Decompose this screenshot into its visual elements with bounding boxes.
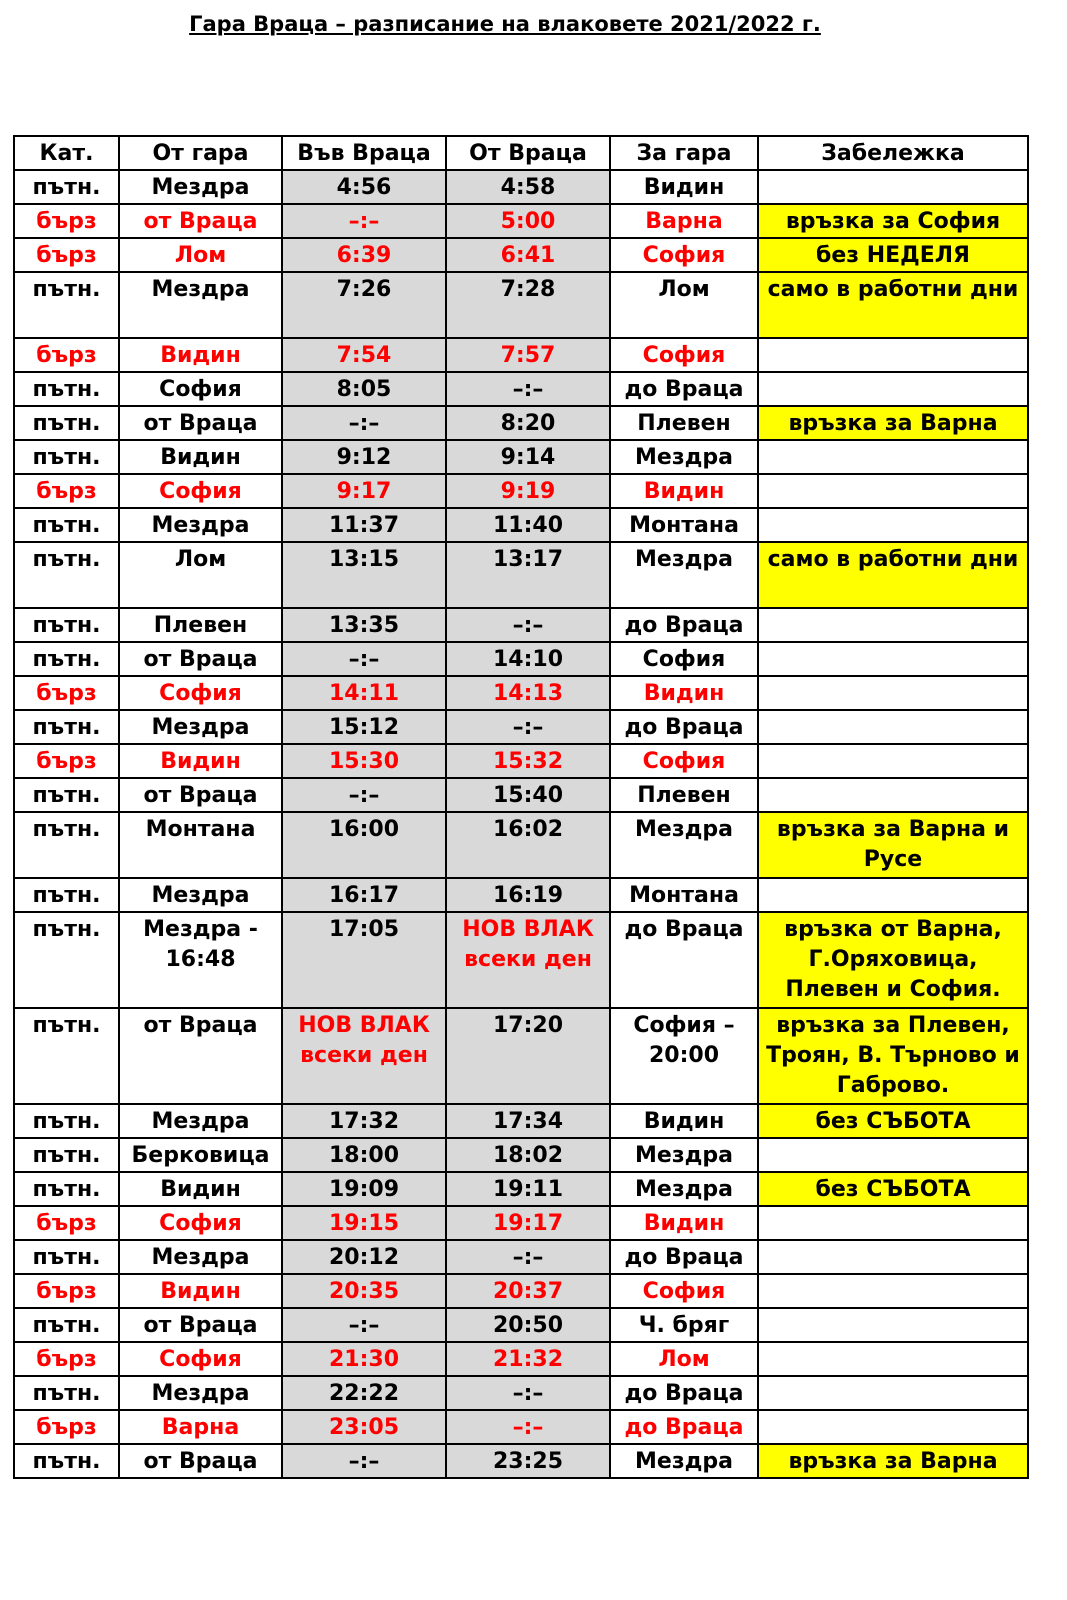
to-station-cell: Мездра: [610, 1172, 758, 1206]
timetable-body: [14, 170, 1028, 1478]
arrival-time-cell: 22:22: [282, 1376, 446, 1410]
arrival-time-cell: 7:26: [282, 272, 446, 338]
departure-time-cell: 7:57: [446, 338, 610, 372]
departure-time-cell: 17:20: [446, 1008, 610, 1104]
to-station-cell: София: [610, 642, 758, 676]
category-cell: пътн.: [14, 878, 119, 912]
note-cell: [758, 878, 1028, 912]
arrival-time-cell: 16:17: [282, 878, 446, 912]
departure-time-cell: 16:02: [446, 812, 610, 878]
arrival-time-cell: 9:12: [282, 440, 446, 474]
table-row: [14, 542, 1028, 608]
from-station-cell: Видин: [119, 338, 282, 372]
departure-time-cell: 5:00: [446, 204, 610, 238]
departure-time-cell: –:–: [446, 710, 610, 744]
category-cell: пътн.: [14, 1376, 119, 1410]
from-station-cell: от Враца: [119, 778, 282, 812]
note-cell: [758, 372, 1028, 406]
departure-time-cell: 17:34: [446, 1104, 610, 1138]
from-station-cell: Мездра: [119, 1104, 282, 1138]
to-station-cell: до Враца: [610, 710, 758, 744]
table-row: [14, 1342, 1028, 1376]
from-station-cell: Монтана: [119, 812, 282, 878]
note-cell: [758, 440, 1028, 474]
to-station-cell: Варна: [610, 204, 758, 238]
note-cell: [758, 778, 1028, 812]
to-station-cell: Видин: [610, 170, 758, 204]
from-station-cell: от Враца: [119, 1308, 282, 1342]
category-cell: пътн.: [14, 1240, 119, 1274]
note-cell: без СЪБОТА: [758, 1172, 1028, 1206]
table-row: [14, 170, 1028, 204]
table-row: [14, 710, 1028, 744]
arrival-time-cell: 11:37: [282, 508, 446, 542]
arrival-time-cell: –:–: [282, 1308, 446, 1342]
page-title: Гара Враца – разписание на влаковете 2021/2022 г.: [189, 12, 821, 36]
table-row: [14, 440, 1028, 474]
arrival-time-cell: 15:12: [282, 710, 446, 744]
departure-time-cell: НОВ ВЛАК всеки ден: [446, 912, 610, 1008]
arrival-time-cell: 23:05: [282, 1410, 446, 1444]
table-header-row: [14, 136, 1028, 170]
from-station-cell: София: [119, 1206, 282, 1240]
to-station-cell: до Враца: [610, 372, 758, 406]
note-cell: [758, 744, 1028, 778]
from-station-cell: Плевен: [119, 608, 282, 642]
note-cell: [758, 170, 1028, 204]
table-row: [14, 1206, 1028, 1240]
category-cell: пътн.: [14, 812, 119, 878]
arrival-time-cell: 20:12: [282, 1240, 446, 1274]
arrival-time-cell: 17:05: [282, 912, 446, 1008]
to-station-cell: Мездра: [610, 440, 758, 474]
category-cell: пътн.: [14, 508, 119, 542]
table-row: [14, 372, 1028, 406]
to-station-cell: Ч. бряг: [610, 1308, 758, 1342]
note-cell: [758, 1206, 1028, 1240]
table-row: [14, 642, 1028, 676]
note-cell: [758, 608, 1028, 642]
table-row: [14, 1008, 1028, 1104]
note-cell: без НЕДЕЛЯ: [758, 238, 1028, 272]
to-station-cell: София: [610, 338, 758, 372]
category-cell: пътн.: [14, 710, 119, 744]
departure-time-cell: 15:32: [446, 744, 610, 778]
category-cell: пътн.: [14, 1138, 119, 1172]
header-from-station: От гара: [119, 136, 282, 170]
departure-time-cell: 8:20: [446, 406, 610, 440]
to-station-cell: Мездра: [610, 1444, 758, 1478]
arrival-time-cell: 7:54: [282, 338, 446, 372]
header-note: Забележка: [758, 136, 1028, 170]
arrival-time-cell: 9:17: [282, 474, 446, 508]
note-cell: [758, 1240, 1028, 1274]
category-cell: бърз: [14, 1206, 119, 1240]
from-station-cell: Видин: [119, 744, 282, 778]
to-station-cell: Мездра: [610, 812, 758, 878]
arrival-time-cell: –:–: [282, 406, 446, 440]
from-station-cell: София: [119, 474, 282, 508]
from-station-cell: Лом: [119, 238, 282, 272]
category-cell: бърз: [14, 744, 119, 778]
category-cell: пътн.: [14, 642, 119, 676]
table-row: [14, 204, 1028, 238]
arrival-time-cell: 4:56: [282, 170, 446, 204]
to-station-cell: София: [610, 1274, 758, 1308]
arrival-time-cell: –:–: [282, 778, 446, 812]
arrival-time-cell: 15:30: [282, 744, 446, 778]
from-station-cell: Мездра - 16:48: [119, 912, 282, 1008]
departure-time-cell: –:–: [446, 1240, 610, 1274]
category-cell: бърз: [14, 1274, 119, 1308]
category-cell: пътн.: [14, 608, 119, 642]
note-cell: [758, 1376, 1028, 1410]
table-row: [14, 406, 1028, 440]
arrival-time-cell: 16:00: [282, 812, 446, 878]
departure-time-cell: 11:40: [446, 508, 610, 542]
category-cell: бърз: [14, 676, 119, 710]
table-row: [14, 1410, 1028, 1444]
note-cell: [758, 1410, 1028, 1444]
from-station-cell: от Враца: [119, 204, 282, 238]
to-station-cell: София: [610, 744, 758, 778]
note-cell: връзка от Варна, Г.Оряховица, Плевен и София.: [758, 912, 1028, 1008]
departure-time-cell: 21:32: [446, 1342, 610, 1376]
arrival-time-cell: 21:30: [282, 1342, 446, 1376]
arrival-time-cell: 19:09: [282, 1172, 446, 1206]
table-row: [14, 812, 1028, 878]
table-row: [14, 744, 1028, 778]
arrival-time-cell: НОВ ВЛАК всеки ден: [282, 1008, 446, 1104]
to-station-cell: Плевен: [610, 778, 758, 812]
table-row: [14, 1172, 1028, 1206]
departure-time-cell: 13:17: [446, 542, 610, 608]
category-cell: пътн.: [14, 1008, 119, 1104]
from-station-cell: Берковица: [119, 1138, 282, 1172]
to-station-cell: до Враца: [610, 912, 758, 1008]
category-cell: пътн.: [14, 1308, 119, 1342]
note-cell: връзка за Варна и Русе: [758, 812, 1028, 878]
to-station-cell: Видин: [610, 474, 758, 508]
category-cell: бърз: [14, 338, 119, 372]
header-departure: От Враца: [446, 136, 610, 170]
departure-time-cell: 6:41: [446, 238, 610, 272]
arrival-time-cell: 8:05: [282, 372, 446, 406]
table-row: [14, 1104, 1028, 1138]
to-station-cell: до Враца: [610, 1410, 758, 1444]
departure-time-cell: 15:40: [446, 778, 610, 812]
arrival-time-cell: 14:11: [282, 676, 446, 710]
category-cell: пътн.: [14, 272, 119, 338]
table-row: [14, 1274, 1028, 1308]
table-row: [14, 1376, 1028, 1410]
from-station-cell: София: [119, 372, 282, 406]
to-station-cell: Видин: [610, 1104, 758, 1138]
note-cell: [758, 1274, 1028, 1308]
from-station-cell: Мездра: [119, 170, 282, 204]
from-station-cell: от Враца: [119, 642, 282, 676]
departure-time-cell: 20:50: [446, 1308, 610, 1342]
header-category: Кат.: [14, 136, 119, 170]
timetable: [13, 135, 1029, 1479]
from-station-cell: Мездра: [119, 710, 282, 744]
from-station-cell: Мездра: [119, 878, 282, 912]
note-cell: връзка за София: [758, 204, 1028, 238]
note-cell: само в работни дни: [758, 542, 1028, 608]
note-cell: [758, 1308, 1028, 1342]
category-cell: пътн.: [14, 372, 119, 406]
table-row: [14, 778, 1028, 812]
category-cell: бърз: [14, 1342, 119, 1376]
table-row: [14, 608, 1028, 642]
category-cell: пътн.: [14, 1172, 119, 1206]
departure-time-cell: 19:17: [446, 1206, 610, 1240]
note-cell: [758, 338, 1028, 372]
from-station-cell: Видин: [119, 1274, 282, 1308]
departure-time-cell: 23:25: [446, 1444, 610, 1478]
table-row: [14, 912, 1028, 1008]
from-station-cell: от Враца: [119, 1008, 282, 1104]
departure-time-cell: 14:13: [446, 676, 610, 710]
from-station-cell: от Враца: [119, 406, 282, 440]
arrival-time-cell: 6:39: [282, 238, 446, 272]
departure-time-cell: 4:58: [446, 170, 610, 204]
departure-time-cell: 9:19: [446, 474, 610, 508]
arrival-time-cell: 13:15: [282, 542, 446, 608]
note-cell: [758, 642, 1028, 676]
departure-time-cell: 7:28: [446, 272, 610, 338]
note-cell: [758, 710, 1028, 744]
category-cell: пътн.: [14, 1444, 119, 1478]
category-cell: пътн.: [14, 912, 119, 1008]
from-station-cell: Мездра: [119, 1376, 282, 1410]
arrival-time-cell: –:–: [282, 204, 446, 238]
table-row: [14, 238, 1028, 272]
to-station-cell: Видин: [610, 676, 758, 710]
category-cell: пътн.: [14, 406, 119, 440]
note-cell: връзка за Варна: [758, 1444, 1028, 1478]
header-arrival: Във Враца: [282, 136, 446, 170]
table-row: [14, 508, 1028, 542]
departure-time-cell: –:–: [446, 608, 610, 642]
to-station-cell: Видин: [610, 1206, 758, 1240]
table-row: [14, 474, 1028, 508]
header-to-station: За гара: [610, 136, 758, 170]
table-row: [14, 878, 1028, 912]
from-station-cell: Варна: [119, 1410, 282, 1444]
note-cell: [758, 1342, 1028, 1376]
from-station-cell: София: [119, 1342, 282, 1376]
to-station-cell: до Враца: [610, 608, 758, 642]
to-station-cell: Мездра: [610, 1138, 758, 1172]
to-station-cell: София: [610, 238, 758, 272]
note-cell: [758, 676, 1028, 710]
category-cell: пътн.: [14, 1104, 119, 1138]
to-station-cell: до Враца: [610, 1240, 758, 1274]
departure-time-cell: 20:37: [446, 1274, 610, 1308]
from-station-cell: Мездра: [119, 508, 282, 542]
note-cell: [758, 508, 1028, 542]
departure-time-cell: 19:11: [446, 1172, 610, 1206]
departure-time-cell: –:–: [446, 1376, 610, 1410]
note-cell: [758, 1138, 1028, 1172]
table-row: [14, 676, 1028, 710]
arrival-time-cell: 17:32: [282, 1104, 446, 1138]
from-station-cell: Видин: [119, 440, 282, 474]
table-row: [14, 1138, 1028, 1172]
table-row: [14, 1444, 1028, 1478]
category-cell: пътн.: [14, 778, 119, 812]
category-cell: пътн.: [14, 440, 119, 474]
departure-time-cell: –:–: [446, 372, 610, 406]
category-cell: пътн.: [14, 542, 119, 608]
category-cell: пътн.: [14, 170, 119, 204]
to-station-cell: Мездра: [610, 542, 758, 608]
note-cell: връзка за Варна: [758, 406, 1028, 440]
to-station-cell: Лом: [610, 1342, 758, 1376]
note-cell: само в работни дни: [758, 272, 1028, 338]
arrival-time-cell: 18:00: [282, 1138, 446, 1172]
departure-time-cell: –:–: [446, 1410, 610, 1444]
arrival-time-cell: –:–: [282, 1444, 446, 1478]
departure-time-cell: 14:10: [446, 642, 610, 676]
note-cell: връзка за Плевен, Троян, В. Търново и Габрово.: [758, 1008, 1028, 1104]
to-station-cell: Плевен: [610, 406, 758, 440]
to-station-cell: София – 20:00: [610, 1008, 758, 1104]
category-cell: бърз: [14, 204, 119, 238]
note-cell: [758, 474, 1028, 508]
table-row: [14, 272, 1028, 338]
category-cell: бърз: [14, 238, 119, 272]
departure-time-cell: 9:14: [446, 440, 610, 474]
to-station-cell: Монтана: [610, 508, 758, 542]
to-station-cell: Монтана: [610, 878, 758, 912]
note-cell: без СЪБОТА: [758, 1104, 1028, 1138]
from-station-cell: Лом: [119, 542, 282, 608]
table-row: [14, 1308, 1028, 1342]
departure-time-cell: 18:02: [446, 1138, 610, 1172]
arrival-time-cell: 13:35: [282, 608, 446, 642]
table-row: [14, 1240, 1028, 1274]
from-station-cell: Мездра: [119, 1240, 282, 1274]
table-row: [14, 338, 1028, 372]
arrival-time-cell: 19:15: [282, 1206, 446, 1240]
arrival-time-cell: –:–: [282, 642, 446, 676]
from-station-cell: от Враца: [119, 1444, 282, 1478]
departure-time-cell: 16:19: [446, 878, 610, 912]
to-station-cell: до Враца: [610, 1376, 758, 1410]
from-station-cell: Мездра: [119, 272, 282, 338]
from-station-cell: София: [119, 676, 282, 710]
from-station-cell: Видин: [119, 1172, 282, 1206]
arrival-time-cell: 20:35: [282, 1274, 446, 1308]
to-station-cell: Лом: [610, 272, 758, 338]
category-cell: бърз: [14, 1410, 119, 1444]
category-cell: бърз: [14, 474, 119, 508]
